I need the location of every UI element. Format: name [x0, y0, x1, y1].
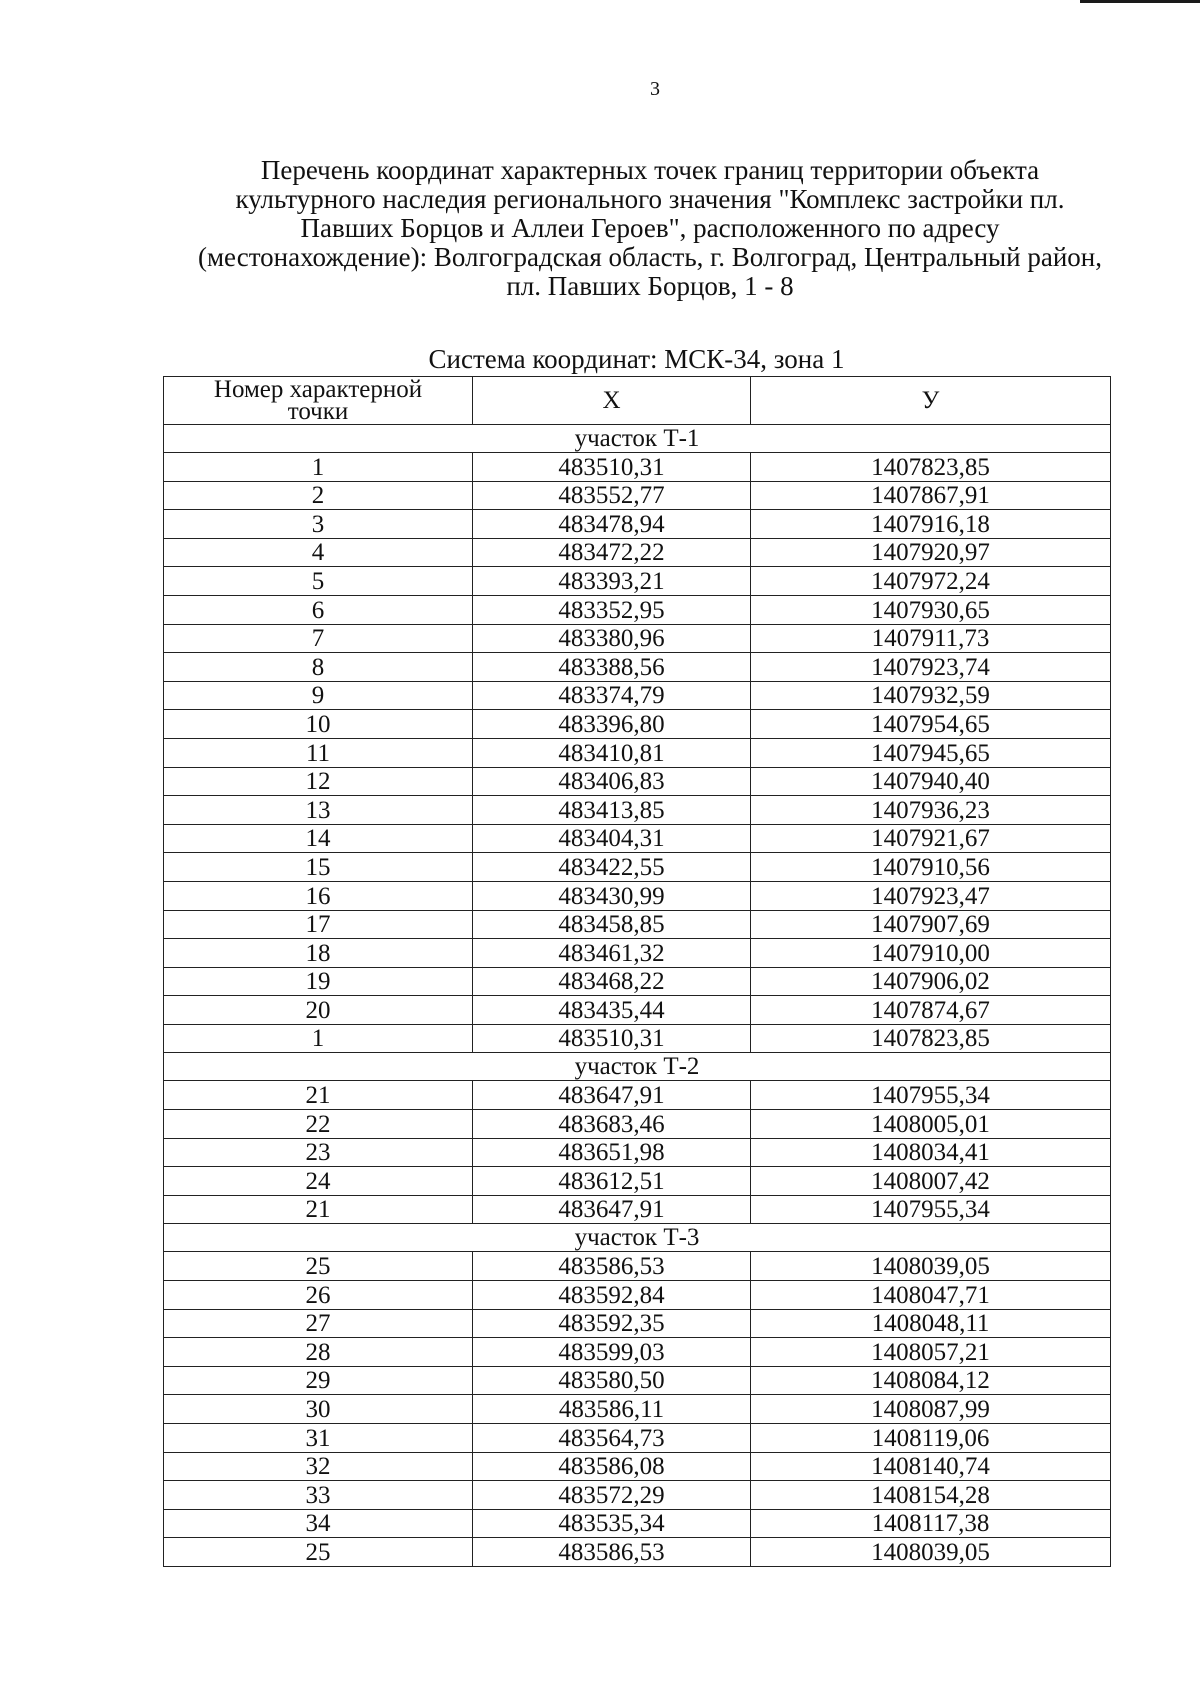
y-coordinate-cell: 1407945,65 [751, 738, 1111, 767]
table-row [164, 1481, 1111, 1510]
y-coordinate-cell: 1407907,69 [751, 910, 1111, 939]
table-header-row [164, 377, 1111, 425]
point-number-cell: 12 [164, 767, 473, 796]
title-line: Перечень координат характерных точек границ территории объекта [260, 155, 1040, 185]
point-number-cell: 31 [164, 1424, 473, 1453]
table-row [164, 710, 1111, 739]
y-coordinate-cell: 1408005,01 [751, 1110, 1111, 1139]
x-coordinate-cell: 483586,08 [473, 1452, 751, 1481]
y-coordinate-cell: 1407923,74 [751, 653, 1111, 682]
point-number-cell: 34 [164, 1509, 473, 1538]
title-line: Павших Борцов и Аллеи Героев", расположенного по адресу [300, 213, 1000, 243]
point-number-cell: 1 [164, 453, 473, 482]
table-row [164, 1138, 1111, 1167]
y-coordinate-cell: 1408039,05 [751, 1252, 1111, 1281]
header-y: У [751, 377, 1111, 425]
x-coordinate-cell: 483552,77 [473, 481, 751, 510]
point-number-cell: 10 [164, 710, 473, 739]
point-number-cell: 15 [164, 853, 473, 882]
table-row [164, 453, 1111, 482]
scan-edge-mark [1080, 0, 1200, 3]
header-point-number [164, 377, 473, 425]
x-coordinate-cell: 483468,22 [473, 967, 751, 996]
table-row [164, 796, 1111, 825]
title-line: (местонахождение): Волгоградская область, г. Волгоград, Центральный район, [197, 242, 1103, 272]
y-coordinate-cell: 1407874,67 [751, 996, 1111, 1025]
x-coordinate-cell: 483410,81 [473, 738, 751, 767]
table-body [164, 425, 1111, 1567]
y-coordinate-cell: 1407955,34 [751, 1081, 1111, 1110]
point-number-cell: 19 [164, 967, 473, 996]
table-row [164, 967, 1111, 996]
table-row [164, 1167, 1111, 1196]
table-row [164, 510, 1111, 539]
x-coordinate-cell: 483683,46 [473, 1110, 751, 1139]
table-row [164, 1509, 1111, 1538]
x-coordinate-cell: 483647,91 [473, 1195, 751, 1224]
x-coordinate-cell: 483435,44 [473, 996, 751, 1025]
point-number-cell: 8 [164, 653, 473, 682]
y-coordinate-cell: 1407972,24 [751, 567, 1111, 596]
x-coordinate-cell: 483478,94 [473, 510, 751, 539]
table-row [164, 1366, 1111, 1395]
point-number-cell: 9 [164, 681, 473, 710]
table-row [164, 1309, 1111, 1338]
point-number-cell: 18 [164, 939, 473, 968]
point-number-cell: 16 [164, 881, 473, 910]
x-coordinate-cell: 483647,91 [473, 1081, 751, 1110]
x-coordinate-cell: 483472,22 [473, 538, 751, 567]
section-title: участок Т-1 [164, 425, 1111, 453]
x-coordinate-cell: 483592,35 [473, 1309, 751, 1338]
table-row [164, 996, 1111, 1025]
title-line: культурного наследия регионального значения "Комплекс застройки пл. [235, 184, 1065, 214]
x-coordinate-cell: 483592,84 [473, 1281, 751, 1310]
x-coordinate-cell: 483352,95 [473, 595, 751, 624]
table-row [164, 1195, 1111, 1224]
y-coordinate-cell: 1408047,71 [751, 1281, 1111, 1310]
x-coordinate-cell: 483535,34 [473, 1509, 751, 1538]
point-number-cell: 25 [164, 1538, 473, 1567]
table-row [164, 567, 1111, 596]
y-coordinate-cell: 1407823,85 [751, 453, 1111, 482]
table-row [164, 1281, 1111, 1310]
table-row [164, 939, 1111, 968]
table-row [164, 767, 1111, 796]
point-number-cell: 32 [164, 1452, 473, 1481]
y-coordinate-cell: 1407911,73 [751, 624, 1111, 653]
point-number-cell: 30 [164, 1395, 473, 1424]
y-coordinate-cell: 1407921,67 [751, 824, 1111, 853]
table-row [164, 481, 1111, 510]
table-row [164, 624, 1111, 653]
point-number-cell: 20 [164, 996, 473, 1025]
point-number-cell: 33 [164, 1481, 473, 1510]
point-number-cell: 3 [164, 510, 473, 539]
point-number-cell: 24 [164, 1167, 473, 1196]
table-row [164, 595, 1111, 624]
y-coordinate-cell: 1407906,02 [751, 967, 1111, 996]
table-row [164, 1110, 1111, 1139]
y-coordinate-cell: 1408117,38 [751, 1509, 1111, 1538]
y-coordinate-cell: 1407932,59 [751, 681, 1111, 710]
document-title [160, 156, 1140, 301]
x-coordinate-cell: 483461,32 [473, 939, 751, 968]
section-title: участок Т-2 [164, 1053, 1111, 1081]
table-row [164, 738, 1111, 767]
x-coordinate-cell: 483393,21 [473, 567, 751, 596]
x-coordinate-cell: 483430,99 [473, 881, 751, 910]
y-coordinate-cell: 1407920,97 [751, 538, 1111, 567]
table-row [164, 1452, 1111, 1481]
x-coordinate-cell: 483564,73 [473, 1424, 751, 1453]
point-number-cell: 21 [164, 1195, 473, 1224]
x-coordinate-cell: 483651,98 [473, 1138, 751, 1167]
table-row [164, 824, 1111, 853]
table-row [164, 881, 1111, 910]
header-point-number-line2: точки [287, 397, 349, 425]
y-coordinate-cell: 1407867,91 [751, 481, 1111, 510]
y-coordinate-cell: 1408154,28 [751, 1481, 1111, 1510]
header-point-number-line1: Номер характерной [213, 375, 423, 403]
header-x: X [473, 377, 751, 425]
x-coordinate-cell: 483599,03 [473, 1338, 751, 1367]
point-number-cell: 6 [164, 595, 473, 624]
table-row [164, 1024, 1111, 1053]
point-number-cell: 22 [164, 1110, 473, 1139]
point-number-cell: 28 [164, 1338, 473, 1367]
x-coordinate-cell: 483572,29 [473, 1481, 751, 1510]
x-coordinate-cell: 483404,31 [473, 824, 751, 853]
y-coordinate-cell: 1407923,47 [751, 881, 1111, 910]
y-coordinate-cell: 1408048,11 [751, 1309, 1111, 1338]
y-coordinate-cell: 1408057,21 [751, 1338, 1111, 1367]
y-coordinate-cell: 1407823,85 [751, 1024, 1111, 1053]
point-number-cell: 4 [164, 538, 473, 567]
table-row [164, 681, 1111, 710]
x-coordinate-cell: 483413,85 [473, 796, 751, 825]
y-coordinate-cell: 1407910,56 [751, 853, 1111, 882]
x-coordinate-cell: 483396,80 [473, 710, 751, 739]
table-row [164, 1424, 1111, 1453]
x-coordinate-cell: 483380,96 [473, 624, 751, 653]
y-coordinate-cell: 1408007,42 [751, 1167, 1111, 1196]
coordinate-system-caption: Система координат: МСК-34, зона 1 [428, 344, 845, 374]
x-coordinate-cell: 483510,31 [473, 453, 751, 482]
page-number: 3 [650, 78, 660, 100]
section-row [164, 1053, 1111, 1081]
coordinates-table [163, 376, 1111, 1567]
point-number-cell: 11 [164, 738, 473, 767]
y-coordinate-cell: 1407955,34 [751, 1195, 1111, 1224]
section-title: участок Т-3 [164, 1224, 1111, 1252]
y-coordinate-cell: 1407910,00 [751, 939, 1111, 968]
table-row [164, 538, 1111, 567]
x-coordinate-cell: 483422,55 [473, 853, 751, 882]
x-coordinate-cell: 483458,85 [473, 910, 751, 939]
x-coordinate-cell: 483586,53 [473, 1538, 751, 1567]
point-number-cell: 5 [164, 567, 473, 596]
x-coordinate-cell: 483406,83 [473, 767, 751, 796]
x-coordinate-cell: 483510,31 [473, 1024, 751, 1053]
point-number-cell: 23 [164, 1138, 473, 1167]
y-coordinate-cell: 1408119,06 [751, 1424, 1111, 1453]
section-row [164, 1224, 1111, 1252]
title-line: пл. Павших Борцов, 1 - 8 [506, 271, 794, 301]
y-coordinate-cell: 1407930,65 [751, 595, 1111, 624]
y-coordinate-cell: 1407936,23 [751, 796, 1111, 825]
y-coordinate-cell: 1408140,74 [751, 1452, 1111, 1481]
y-coordinate-cell: 1408084,12 [751, 1366, 1111, 1395]
point-number-cell: 1 [164, 1024, 473, 1053]
point-number-cell: 21 [164, 1081, 473, 1110]
point-number-cell: 2 [164, 481, 473, 510]
y-coordinate-cell: 1407940,40 [751, 767, 1111, 796]
table-row [164, 853, 1111, 882]
x-coordinate-cell: 483612,51 [473, 1167, 751, 1196]
point-number-cell: 14 [164, 824, 473, 853]
table-row [164, 910, 1111, 939]
x-coordinate-cell: 483374,79 [473, 681, 751, 710]
point-number-cell: 26 [164, 1281, 473, 1310]
point-number-cell: 17 [164, 910, 473, 939]
point-number-cell: 29 [164, 1366, 473, 1395]
x-coordinate-cell: 483388,56 [473, 653, 751, 682]
table-row [164, 1081, 1111, 1110]
y-coordinate-cell: 1407916,18 [751, 510, 1111, 539]
y-coordinate-cell: 1408039,05 [751, 1538, 1111, 1567]
table-row [164, 1252, 1111, 1281]
point-number-cell: 25 [164, 1252, 473, 1281]
point-number-cell: 13 [164, 796, 473, 825]
table-row [164, 1395, 1111, 1424]
y-coordinate-cell: 1407954,65 [751, 710, 1111, 739]
table-row [164, 653, 1111, 682]
point-number-cell: 7 [164, 624, 473, 653]
table-row [164, 1338, 1111, 1367]
x-coordinate-cell: 483580,50 [473, 1366, 751, 1395]
x-coordinate-cell: 483586,11 [473, 1395, 751, 1424]
table-row [164, 1538, 1111, 1567]
section-row [164, 425, 1111, 453]
point-number-cell: 27 [164, 1309, 473, 1338]
y-coordinate-cell: 1408087,99 [751, 1395, 1111, 1424]
y-coordinate-cell: 1408034,41 [751, 1138, 1111, 1167]
x-coordinate-cell: 483586,53 [473, 1252, 751, 1281]
